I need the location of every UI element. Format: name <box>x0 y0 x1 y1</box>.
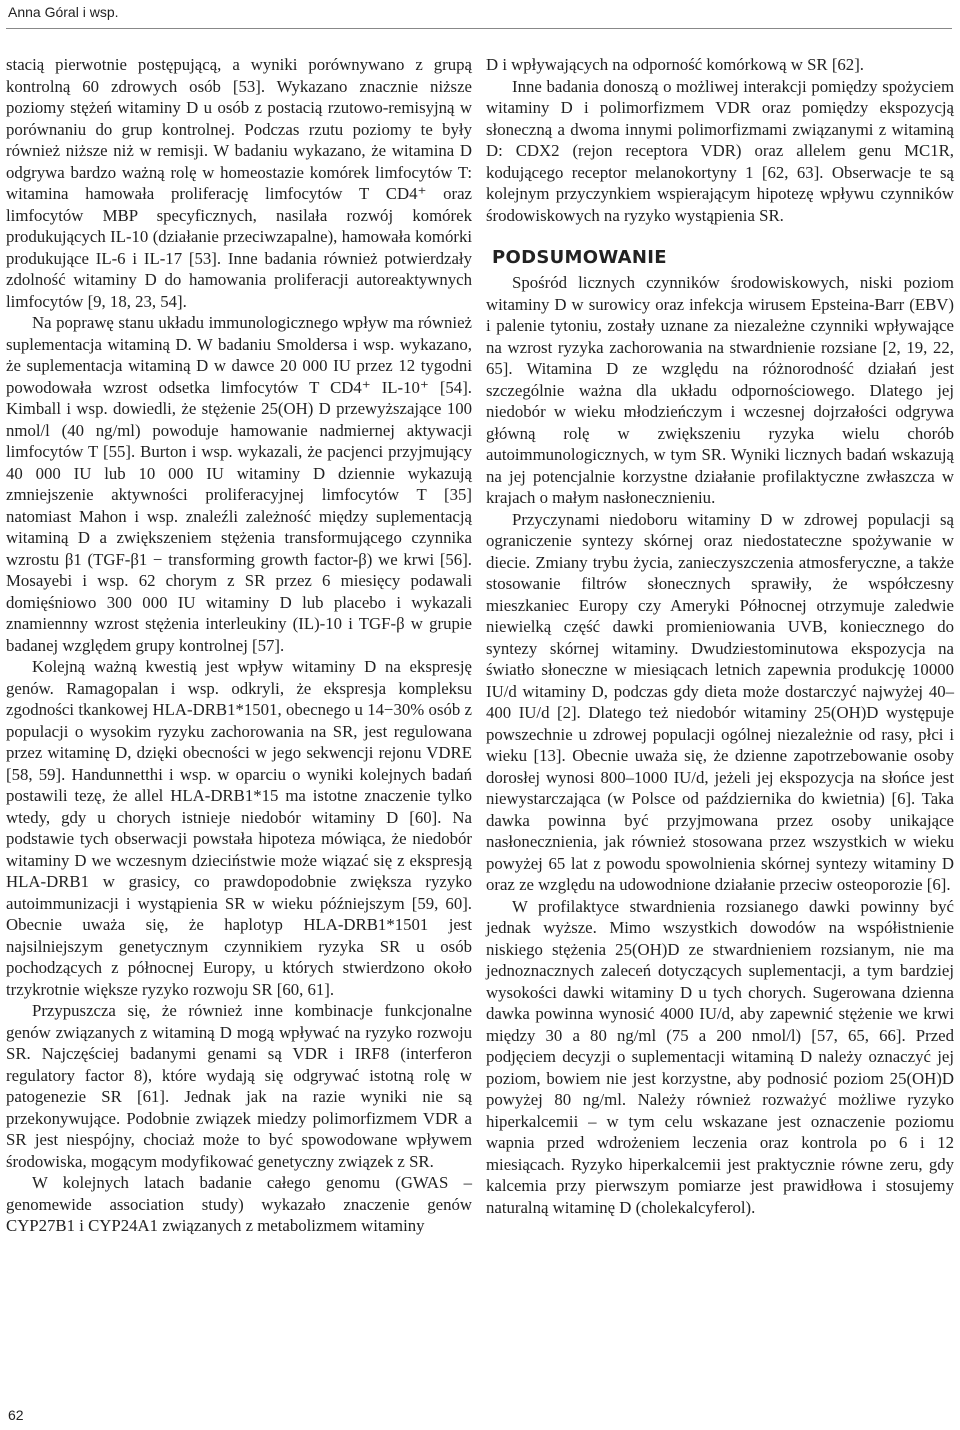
body-paragraph: W profilaktyce stwardnienia rozsianego dawki powinny być jednak wyższe. Mimo wszystkich dowodów na współistnienie niskiego stężenia 25(OH)D ze stwardnieniem rozsianym, nie ma jednoznacznych zaleceń dotyczących suplementacji, a tym bardziej wysokości dawki witaminy D u tych chorych. Sugerowana dzienna dawka powinna wynosić 4000 IU/d, aby zapewnić stężenie we krwi między 30 a 80 ng/ml (75 a 200 nmol/l) [57, 65, 66]. Przed podjęciem decyzji o suplementacji witaminą D należy oznaczyć jej poziom, bowiem nie jest korzystne, aby podnosić poziom 25(OH)D powyżej 80 ng/ml. Należy również rozważyć możliwe ryzyko hiperkalcemii – w tym celu wskazane jest oznaczenie poziomu wapnia przed wdrożeniem leczenia oraz kontrola po 6 i 12 miesiącach. Ryzyko hiperkalcemii jest praktycznie równe zeru, gdy kalcemia przy pierwszym pomiarze jest prawidłowa i stosujemy naturalną witaminę D (cholekalcyferol). <box>486 896 954 1217</box>
section-heading: PODSUMOWANIE <box>492 247 667 268</box>
body-paragraph: Kolejną ważną kwestią jest wpływ witaminy D na ekspresję genów. Ramagopalan i wsp. odkryli, że ekspresja kompleksu zgodności tkankowej HLA-DRB1*1501, obecnego u 14−30% osób z populacji o wysokim ryzyku zachorowania na SR, jest regulowana przez witaminę D, dzięki obecności w jego sekwencji rejonu VDRE [58, 59]. Handunnetthi i wsp. w oparciu o wyniki kolejnych badań postawili tezę, że allel HLA-DRB1*15 ma istotne znaczenie tylko wtedy, gdy u chorych istnieje niedobór witaminy D [60]. Na podstawie tych obserwacji powstała hipoteza mówiąca, że niedobór witaminy D we wczesnym dzieciństwie może wiązać się z ekspresją HLA-DRB1 w grasicy, co prawdopodobnie zwiększa ryzyko autoimmunizacji i wystąpienia SR w wieku późniejszym [59, 60]. Obecnie uważa się, że haplotyp HLA-DRB1*1501 jest najsilniejszym genetycznym czynnikiem ryzyka SR u osób pochodzących z północnej Europy, u których stwierdzono około trzykrotnie większe ryzyko rozwoju SR [60, 61]. <box>6 657 472 999</box>
body-paragraph: D i wpływających na odporność komórkową w SR [62]. <box>486 55 864 74</box>
body-paragraph: Na poprawę stanu układu immunologicznego wpływ ma również suplementacja witaminą D. W badaniu Smoldersa i wsp. wykazano, że suplementacja witaminą D w dawce 20 000 IU przez 12 tygodni powodowała wzrost odsetka limfocytów T CD4⁺ IL-10⁺ [54]. Kimball i wsp. dowiedli, że stężenie 25(OH) D przewyższające 100 nmol/l (40 ng/ml) powoduje hamowanie nadmiernej aktywacji limfocytów T [55]. Burton i wsp. wykazali, że pacjenci przyjmujący 40 000 IU lub 10 000 IU witaminy D dziennie wykazują zmniejszenie aktywności proliferacyjnej limfocytów T [35] natomiast Mahon i wsp. znaleźli zależność między suplementacją witaminą D a zwiększeniem stężenia transformującego czynnika wzrostu β1 (TGF-β1 − transforming growth factor-β) we krwi [56]. Mosayebi i wsp. 62 chorym z SR przez 6 miesięcy podawali domięśniowo 300 000 IU witaminy D lub placebo i wykazali znamiennny wzrost stężenia interleukiny (IL)-10 i TGF-β w grupie badanej względem grupy kontrolnej [57]. <box>6 313 472 655</box>
left-column <box>6 54 472 1237</box>
right-column <box>486 54 954 1218</box>
body-paragraph: Przyczynami niedoboru witaminy D w zdrowej populacji są ograniczenie syntezy skórnej oraz niedostateczne spożywanie w diecie. Zmiany trybu życia, zanieczyszczenia atmosferyczne, a także stosowanie filtrów słonecznych sprawiły, że współczesny mieszkaniec Europy czy Ameryki Północnej otrzymuje zaledwie niewielką część dawki promieniowania UVB, koniecznego do syntezy skórnej witaminy. Dwudziestominutowa ekspozycja na światło słoneczne w miesiącach letnich zapewnia produkcję 10000 IU/d witaminy D, podczas gdy dieta może dostarczyć najwyżej 40–400 IU/d [2]. Dlatego też niedobór witaminy 25(OH)D występuje powszechnie u zdrowej populacji ogólnej niezależnie od rasy, płci i wieku [13]. Obecnie uważa się, że dzienne zapotrzebowanie osoby dorosłej wynosi 800–1000 IU/d, jeżeli jej ekspozycja na słońce jest niewystarczająca (w Polsce od października do kwietnia) [6]. Taka dawka powinna być przyjmowana przez osoby unikające nasłonecznienia, jak również stosowana przez wszystkich w wieku powyżej 65 lat z powodu spowolnienia skórnej syntezy witaminy D oraz ze względu na udowodnione działanie przeciw osteoporozie [6]. <box>486 509 954 894</box>
body-paragraph: Spośród licznych czynników środowiskowych, niski poziom witaminy D w surowicy oraz infekcja wirusem Epsteina-Barr (EBV) i palenie tytoniu, zostały uznane za niezależne czynniki wpływające na wzrost ryzyka zachorowania na stwardnienie rozsiane [2, 19, 22, 65]. Witamina D ze względu na różnorodność działań jest szczególnie ważna dla układu odpornościowego. Dlatego jej niedobór w wieku młodzieńczym i wczesnej dojrzałości odgrywa główną rolę w zwiększeniu ryzyka wielu chorób autoimmunologicznych, w tym SR. Wyniki licznych badań wskazują na jej potencjalnie korzystne działanie profilaktyczne zwłaszcza w krajach o małym nasłonecznieniu. <box>486 273 954 507</box>
body-paragraph: W kolejnych latach badanie całego genomu (GWAS – genomewide association study) wykazało znaczenie genów CYP27B1 i CYP24A1 związanych z metabolizmem witaminy <box>6 1173 472 1235</box>
body-paragraph: Inne badania donoszą o możliwej interakcji pomiędzy spożyciem witaminy D i polimorfizmem VDR oraz pomiędzy ekspozycją słoneczną a dwoma innymi polimorfizmami związanymi z witaminą D: CDX2 (rejon receptora VDR) oraz allelem genu MC1R, kodującego receptor melanokortyny 1 [62, 63]. Obserwacje te są kolejnym przyczynkiem wspierającym hipotezę wpływu czynników środowiskowych na ryzyko wystąpienia SR. <box>486 76 954 225</box>
header-divider <box>6 28 952 29</box>
body-paragraph: Przypuszcza się, że również inne kombinacje funkcjonalne genów związanych z witaminą D mogą wpływać na ryzyko rozwoju SR. Najczęściej badanymi genami są VDR i IRF8 (interferon regulatory factor 8), które wydają się odgrywać istotną rolę w patogenezie SR [61]. Jednak jak na razie wyniki nie są przekonywujące. Podobnie związek miedzy polimorfizmem VDR a SR jest niespójny, chociaż może to być spowodowane wpływem środowiska, mogącym modyfikować genetyczny związek z SR. <box>6 1001 472 1171</box>
page-number: 62 <box>8 1407 24 1423</box>
running-header: Anna Góral i wsp. <box>8 4 119 20</box>
body-paragraph: stacią pierwotnie postępującą, a wyniki porównywano z grupą kontrolną 60 zdrowych osób [53]. Wykazano znacznie niższe poziomy stężeń witaminy D u osób z postacią rzutowo-remisyjną w porównaniu do grup kontrolnej. Podczas rzutu poziomy te były również niższe niż w remisji. W badaniu wykazano, że witamina D odgrywa bardzo ważną rolę w homeostazie komórek limfocytów T: witamina hamowała proliferację limfocytów T CD4⁺ oraz limfocytów MBP specyficznych, nasilała rozwój komórek produkujących IL-10 (działanie przeciwzapalne), hamowała komórki produkujące IL-6 i IL-17 [53]. Inne badania również potwierdzały zdolność witaminy D do hamowania proliferacji autoreaktywnych limfocytów [9, 18, 23, 54]. <box>6 55 472 311</box>
